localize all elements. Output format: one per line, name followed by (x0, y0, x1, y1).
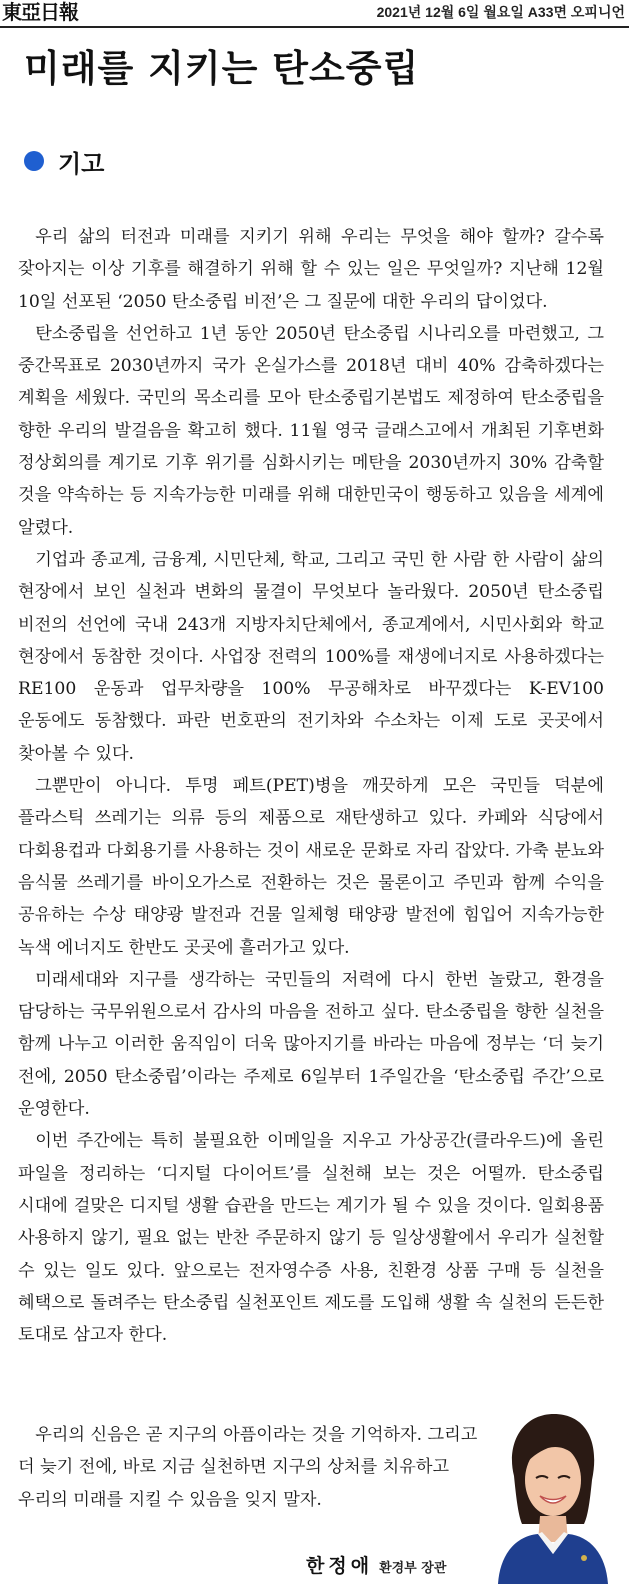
closing-paragraph: 우리의 신음은 곧 지구의 아픔이라는 것을 기억하자. 그리고 더 늦기 전에, 바로 지금 실천하면 지구의 상처를 치유하고 우리의 미래를 지킬 수 있음을 잊지 말자. (18, 1425, 478, 1510)
article-closing (18, 1419, 488, 1516)
article-body (18, 221, 604, 1351)
paragraph: 기업과 종교계, 금융계, 시민단체, 학교, 그리고 국민 한 사람 한 사람이 삶의 현장에서 보인 실천과 변화의 물결이 무엇보다 놀라웠다. 2050년 탄소중립 비전의 선언에 국내 243개 지방자치단체에서, 종교계에서, 시민사회와 학교 현장에서 동참한 것이다. 사업장 전력의 100%를 재생에너지로 사용하겠다는 RE100 운동과 업무차량을 100% 무공해차로 바꾸겠다는 K-EV100 운동에도 동참했다. 파란 번호판의 전기차와 수소차는 이제 도로 곳곳에서 찾아볼 수 있다. (18, 549, 604, 764)
author-portrait (492, 1404, 612, 1584)
paragraph: 우리 삶의 터전과 미래를 지키기 위해 우리는 무엇을 해야 할까? 갈수록 잦아지는 이상 기후를 해결하기 위해 할 수 있는 일은 무엇일까? 지난해 12월 10일 선포된 ‘2050 탄소중립 비전’은 그 질문에 대한 우리의 답이었다. (18, 227, 604, 312)
section-heading (24, 144, 104, 178)
byline (306, 1551, 446, 1578)
bullet-dot-icon (24, 151, 44, 171)
author-name: 한정애 (306, 1555, 374, 1577)
section-label: 기고 (58, 149, 105, 178)
paragraph: 탄소중립을 선언하고 1년 동안 2050년 탄소중립 시나리오를 마련했고, 그 중간목표로 2030년까지 국가 온실가스를 2018년 대비 40% 감축하겠다는 계획을 세웠다. 국민의 목소리를 모아 탄소중립기본법도 제정하여 탄소중립을 향한 우리의 발걸음을 확고히 했다. 11월 영국 글래스고에서 개최된 기후변화 정상회의를 계기로 기후 위기를 심화시키는 메탄을 2030년까지 30% 감축할 것을 약속하는 등 지속가능한 미래를 위해 대한민국이 행동하고 있음을 세계에 알렸다. (18, 323, 604, 538)
author-title: 환경부 장관 (379, 1561, 447, 1576)
paragraph: 이번 주간에는 특히 불필요한 이메일을 지우고 가상공간(클라우드)에 올린 파일을 정리하는 ‘디지털 다이어트’를 실천해 보는 것은 어떨까. 탄소중립 시대에 걸맞은 디지털 생활 습관을 만드는 계기가 될 수 있을 것이다. 일회용품 사용하지 않기, 필요 없는 반찬 주문하지 않기 등 일상생활에서 우리가 실천할 수 있는 일도 있다. 앞으로는 전자영수증 사용, 친환경 상품 구매 등 실천을 혜택으로 돌려주는 탄소중립 실천포인트 제도를 도입해 생활 속 실천의 든든한 토대로 삼고자 한다. (18, 1131, 604, 1346)
masthead (0, 0, 629, 28)
paragraph: 미래세대와 지구를 생각하는 국민들의 저력에 다시 한번 놀랐고, 환경을 담당하는 국무위원으로서 감사의 마음을 전하고 싶다. 탄소중립을 향한 실천을 함께 나누고 이러한 움직임이 더욱 많아지기를 바라는 마음에 정부는 ‘더 늦기 전에, 2050 탄소중립’이라는 주제로 6일부터 1주일간을 ‘탄소중립 주간’으로 운영한다. (18, 969, 604, 1120)
dateline: 2021년 12월 6일 월요일 A33면 오피니언 (376, 4, 625, 20)
paragraph: 그뿐만이 아니다. 투명 페트(PET)병을 깨끗하게 모은 국민들 덕분에 플라스틱 쓰레기는 의류 등의 제품으로 재탄생하고 있다. 카페와 식당에서 다회용컵과 다회용기를 사용하는 것이 새로운 문화로 자리 잡았다. 가축 분뇨와 음식물 쓰레기를 바이오가스로 전환하는 것은 물론이고 주민과 함께 수익을 공유하는 수상 태양광 발전과 건물 일체형 태양광 발전에 힘입어 지속가능한 녹색 에너지도 한반도 곳곳에 흘러가고 있다. (18, 776, 604, 958)
newspaper-logo: 東亞日報 (2, 0, 78, 24)
article-headline: 미래를 지키는 탄소중립 (24, 47, 420, 90)
